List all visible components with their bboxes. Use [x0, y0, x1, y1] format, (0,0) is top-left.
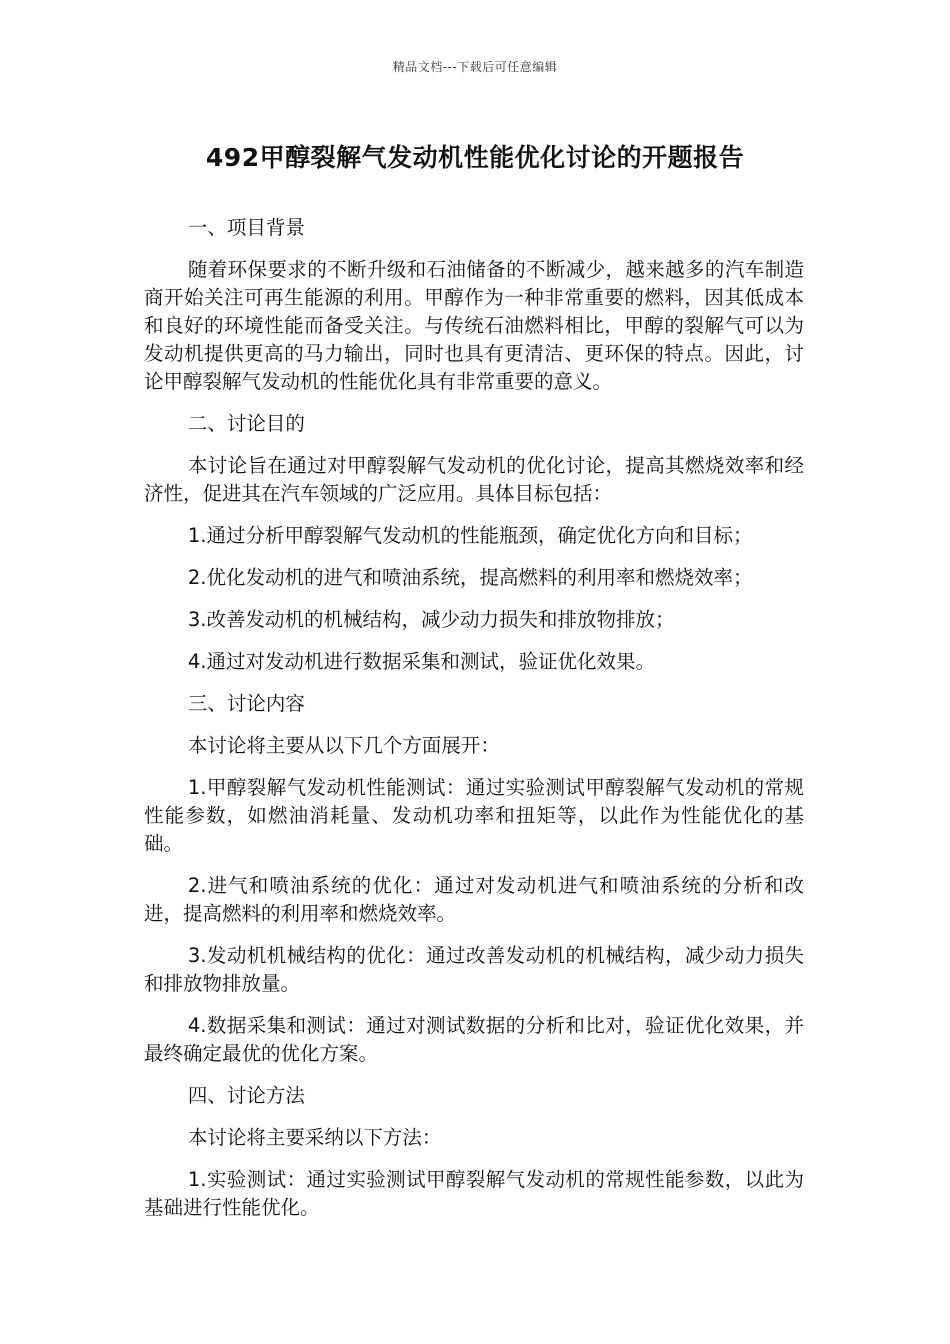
list-item-method-1: 1.实验测试：通过实验测试甲醇裂解气发动机的常规性能参数，以此为基础进行性能优化。 — [144, 1168, 804, 1219]
section-heading-content: 三、讨论内容 — [187, 692, 305, 715]
document-title: 492甲醇裂解气发动机性能优化讨论的开题报告 — [205, 143, 745, 172]
paragraph-method-intro: 本讨论将主要采纳以下方法： — [187, 1126, 442, 1149]
list-item-purpose-1: 1.通过分析甲醇裂解气发动机的性能瓶颈，确定优化方向和目标； — [187, 524, 753, 547]
section-heading-background: 一、项目背景 — [187, 216, 305, 239]
header-note: 精品文档---下载后可任意编辑 — [392, 60, 558, 74]
list-item-content-1: 1.甲醇裂解气发动机性能测试：通过实验测试甲醇裂解气发动机的常规性能参数，如燃油消耗量、发动机功率和扭矩等，以此作为性能优化的基础。 — [144, 776, 804, 855]
list-item-content-3: 3.发动机机械结构的优化：通过改善发动机的机械结构，减少动力损失和排放物排放量。 — [144, 944, 804, 995]
paragraph-background: 随着环保要求的不断升级和石油储备的不断减少，越来越多的汽车制造商开始关注可再生能源的利用。甲醇作为一种非常重要的燃料，因其低成本和良好的环境性能而备受关注。与传统石油燃料相比，甲醇的裂解气可以为发动机提供更高的马力输出，同时也具有更清洁、更环保的特点。因此，讨论甲醇裂解气发动机的性能优化具有非常重要的意义。 — [144, 258, 804, 393]
list-item-content-2: 2.进气和喷油系统的优化：通过对发动机进气和喷油系统的分析和改进，提高燃料的利用率和燃烧效率。 — [144, 874, 804, 925]
document-body — [144, 214, 804, 1236]
section-heading-method: 四、讨论方法 — [187, 1084, 305, 1107]
list-item-purpose-3: 3.改善发动机的机械结构，减少动力损失和排放物排放； — [187, 608, 675, 631]
paragraph-content-intro: 本讨论将主要从以下几个方面展开： — [187, 734, 500, 757]
list-item-purpose-2: 2.优化发动机的进气和喷油系统，提高燃料的利用率和燃烧效率； — [187, 566, 753, 589]
paragraph-purpose-intro: 本讨论旨在通过对甲醇裂解气发动机的优化讨论，提高其燃烧效率和经济性，促进其在汽车领域的广泛应用。具体目标包括： — [144, 454, 804, 505]
list-item-content-4: 4.数据采集和测试：通过对测试数据的分析和比对，验证优化效果，并最终确定最优的优化方案。 — [144, 1014, 804, 1065]
list-item-purpose-4: 4.通过对发动机进行数据采集和测试，验证优化效果。 — [187, 650, 655, 673]
section-heading-purpose: 二、讨论目的 — [187, 412, 305, 435]
